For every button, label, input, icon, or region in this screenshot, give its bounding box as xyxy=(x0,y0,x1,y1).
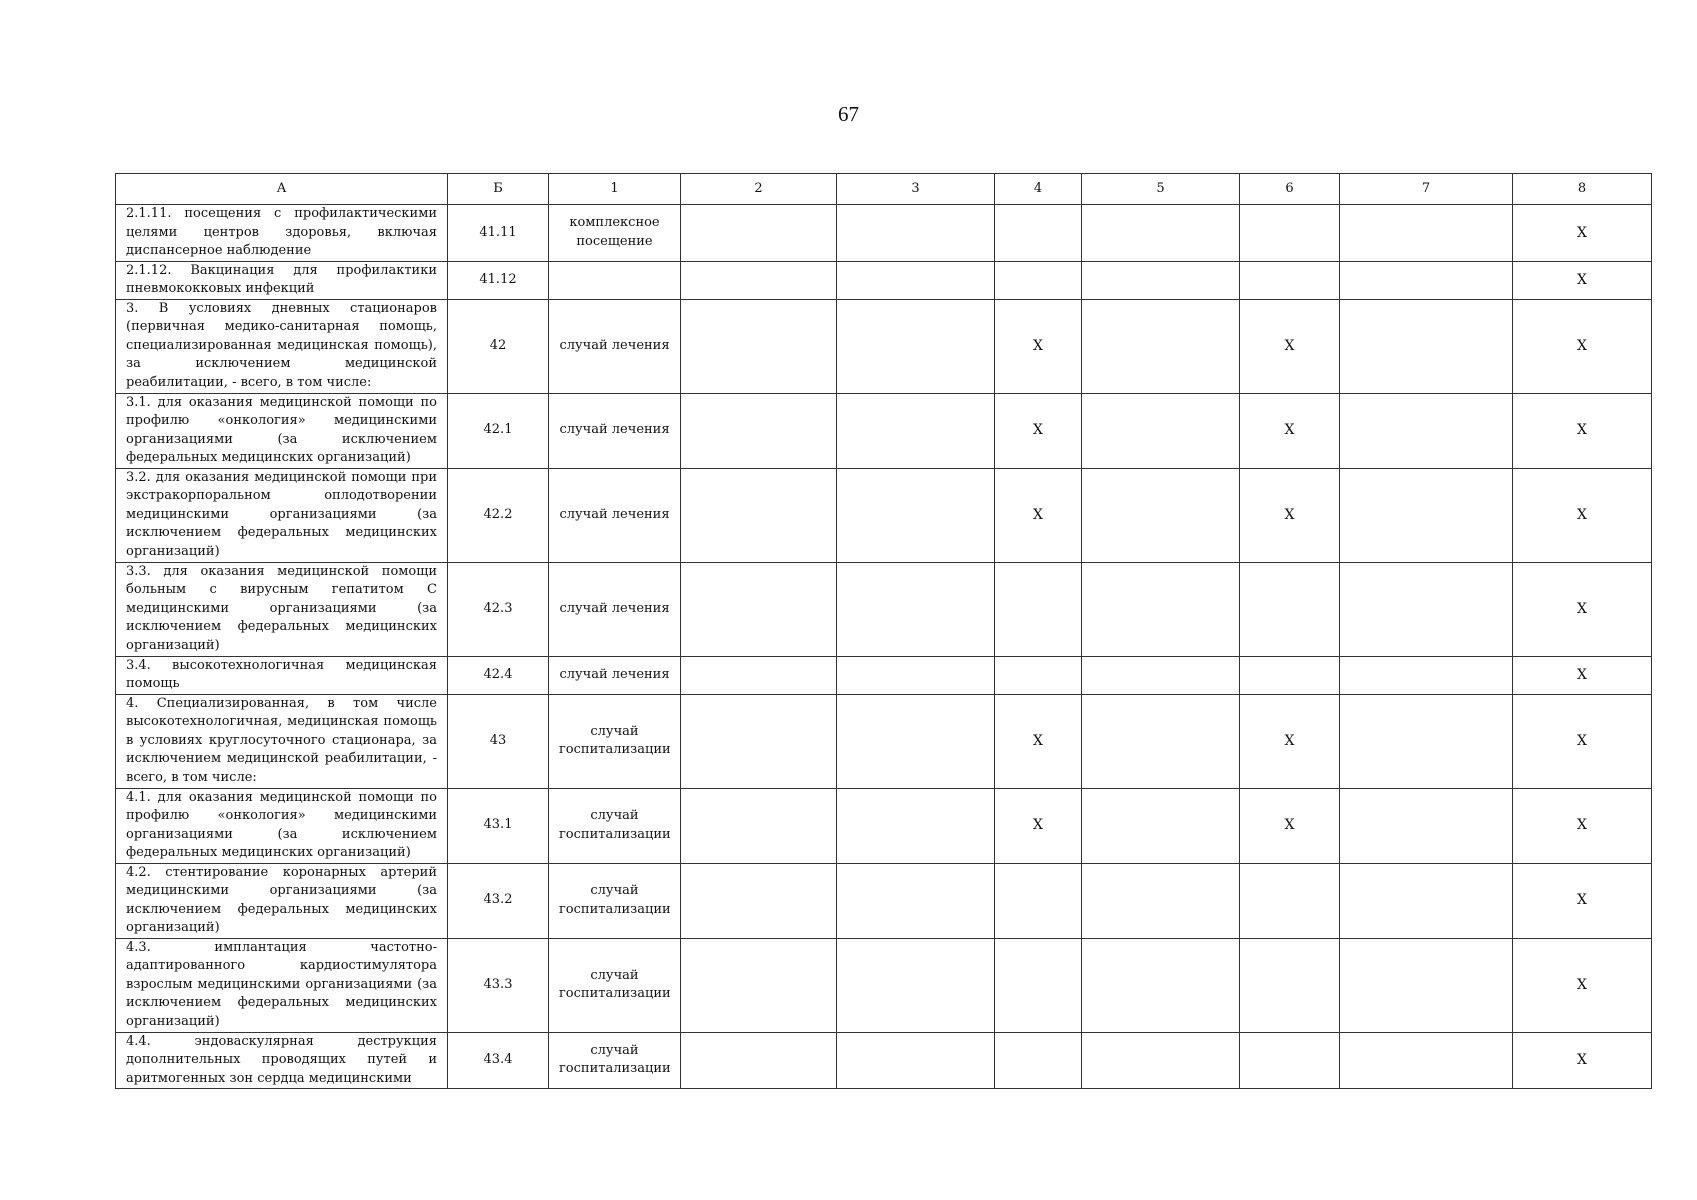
row-unit: случай госпитализации xyxy=(549,938,681,1032)
row-cell-5 xyxy=(1082,205,1240,262)
row-description: 3.1. для оказания медицинской помощи по профилю «онкология» медицинскими организациями (за исключением федеральных медицинских организаций) xyxy=(116,393,448,468)
table-row xyxy=(116,694,1652,788)
row-description xyxy=(116,1032,448,1089)
row-cell-6 xyxy=(1240,205,1340,262)
row-cell-7 xyxy=(1340,261,1513,299)
row-cell-5 xyxy=(1082,863,1240,938)
row-unit: случай лечения xyxy=(549,656,681,694)
header-cell-6: 6 xyxy=(1240,174,1340,205)
row-cell-6 xyxy=(1240,863,1340,938)
row-cell-2 xyxy=(681,863,837,938)
row-cell-4 xyxy=(995,656,1082,694)
row-cell-7 xyxy=(1340,938,1513,1032)
header-cell-8: 8 xyxy=(1513,174,1652,205)
row-cell-4: X xyxy=(995,393,1082,468)
row-unit: случай госпитализации xyxy=(549,863,681,938)
row-description: 3.2. для оказания медицинской помощи при экстракорпоральном оплодотворении медицинскими организациями (за исключением федеральных медицинских организаций) xyxy=(116,468,448,562)
row-cell-3 xyxy=(837,393,995,468)
row-cell-8: X xyxy=(1513,468,1652,562)
row-cell-3 xyxy=(837,468,995,562)
header-cell-2: 2 xyxy=(681,174,837,205)
row-cell-6: X xyxy=(1240,468,1340,562)
row-cell-4 xyxy=(995,863,1082,938)
row-cell-7 xyxy=(1340,788,1513,863)
row-description: 2.1.11. посещения с профилактическими целями центров здоровья, включая диспансерное наблюдение xyxy=(116,205,448,262)
row-unit: случай госпитализации xyxy=(549,1032,681,1089)
row-cell-7 xyxy=(1340,694,1513,788)
table-row xyxy=(116,1032,1652,1089)
row-cell-5 xyxy=(1082,656,1240,694)
row-cell-6 xyxy=(1240,656,1340,694)
row-cell-7 xyxy=(1340,656,1513,694)
row-unit: случай лечения xyxy=(549,562,681,656)
row-unit: случай лечения xyxy=(549,393,681,468)
row-unit: случай госпитализации xyxy=(549,788,681,863)
row-cell-6 xyxy=(1240,938,1340,1032)
header-cell-7: 7 xyxy=(1340,174,1513,205)
row-unit: случай лечения xyxy=(549,468,681,562)
row-cell-6: X xyxy=(1240,694,1340,788)
table-row xyxy=(116,656,1652,694)
table-row xyxy=(116,468,1652,562)
page-number: 67 xyxy=(838,102,859,126)
row-cell-6: X xyxy=(1240,788,1340,863)
row-code: 42.1 xyxy=(448,393,549,468)
data-table xyxy=(115,173,1652,1089)
row-cell-6: X xyxy=(1240,393,1340,468)
row-cell-5 xyxy=(1082,938,1240,1032)
row-cell-8: X xyxy=(1513,1032,1652,1089)
row-description: 4.1. для оказания медицинской помощи по профилю «онкология» медицинскими организациями (за исключением федеральных медицинских организаций) xyxy=(116,788,448,863)
row-cell-7 xyxy=(1340,562,1513,656)
row-cell-2 xyxy=(681,299,837,393)
header-cell-3: 3 xyxy=(837,174,995,205)
row-cell-3 xyxy=(837,788,995,863)
table-row xyxy=(116,261,1652,299)
row-unit: случай лечения xyxy=(549,299,681,393)
row-cell-3 xyxy=(837,205,995,262)
row-cell-6: X xyxy=(1240,299,1340,393)
table-row xyxy=(116,205,1652,262)
row-code: 42 xyxy=(448,299,549,393)
row-code: 42.2 xyxy=(448,468,549,562)
row-cell-8: X xyxy=(1513,656,1652,694)
row-cell-3 xyxy=(837,1032,995,1089)
table-row xyxy=(116,562,1652,656)
row-cell-8: X xyxy=(1513,562,1652,656)
row-cell-8: X xyxy=(1513,299,1652,393)
row-description: 4.3. имплантация частотно-адаптированного кардиостимулятора взрослым медицинскими организациями (за исключением федеральных медицинских организаций) xyxy=(116,938,448,1032)
table-row xyxy=(116,938,1652,1032)
row-cell-8: X xyxy=(1513,205,1652,262)
row-code: 42.3 xyxy=(448,562,549,656)
header-cell-4: 4 xyxy=(995,174,1082,205)
row-cell-6 xyxy=(1240,261,1340,299)
row-description-text: 4.4. эндоваскулярная деструкция дополнительных проводящих путей и аритмогенных зон сердца медицинскими xyxy=(126,1033,437,1086)
row-cell-3 xyxy=(837,299,995,393)
row-code: 42.4 xyxy=(448,656,549,694)
row-cell-4 xyxy=(995,1032,1082,1089)
row-cell-5 xyxy=(1082,261,1240,299)
row-cell-2 xyxy=(681,788,837,863)
row-cell-2 xyxy=(681,205,837,262)
row-cell-3 xyxy=(837,656,995,694)
row-cell-5 xyxy=(1082,694,1240,788)
row-unit xyxy=(549,261,681,299)
row-cell-2 xyxy=(681,938,837,1032)
row-cell-6 xyxy=(1240,1032,1340,1089)
table-row xyxy=(116,788,1652,863)
row-cell-5 xyxy=(1082,1032,1240,1089)
row-description: 4. Специализированная, в том числе высокотехнологичная, медицинская помощь в условиях круглосуточного стационара, за исключением медицинской реабилитации, - всего, в том числе: xyxy=(116,694,448,788)
header-cell-1: 1 xyxy=(549,174,681,205)
header-cell-b: Б xyxy=(448,174,549,205)
row-cell-3 xyxy=(837,938,995,1032)
header-cell-5: 5 xyxy=(1082,174,1240,205)
row-cell-2 xyxy=(681,694,837,788)
table-row xyxy=(116,863,1652,938)
row-unit: комплексное посещение xyxy=(549,205,681,262)
row-cell-4: X xyxy=(995,299,1082,393)
row-cell-5 xyxy=(1082,562,1240,656)
row-cell-2 xyxy=(681,468,837,562)
row-cell-4: X xyxy=(995,468,1082,562)
row-cell-7 xyxy=(1340,299,1513,393)
row-code: 41.11 xyxy=(448,205,549,262)
row-code: 41.12 xyxy=(448,261,549,299)
header-cell-a: А xyxy=(116,174,448,205)
row-cell-2 xyxy=(681,562,837,656)
row-description: 4.2. стентирование коронарных артерий медицинскими организациями (за исключением федеральных медицинских организаций) xyxy=(116,863,448,938)
row-cell-3 xyxy=(837,694,995,788)
row-cell-7 xyxy=(1340,468,1513,562)
row-cell-7 xyxy=(1340,1032,1513,1089)
row-cell-2 xyxy=(681,261,837,299)
row-cell-4: X xyxy=(995,788,1082,863)
row-unit: случай госпитализации xyxy=(549,694,681,788)
row-cell-2 xyxy=(681,656,837,694)
row-cell-8: X xyxy=(1513,788,1652,863)
row-cell-4 xyxy=(995,205,1082,262)
row-description: 3.4. высокотехнологичная медицинская помощь xyxy=(116,656,448,694)
table-row xyxy=(116,393,1652,468)
row-cell-8: X xyxy=(1513,261,1652,299)
row-cell-8: X xyxy=(1513,694,1652,788)
row-cell-3 xyxy=(837,261,995,299)
row-cell-5 xyxy=(1082,788,1240,863)
row-code: 43.2 xyxy=(448,863,549,938)
row-description: 3.3. для оказания медицинской помощи больным с вирусным гепатитом С медицинскими организациями (за исключением федеральных медицинских организаций) xyxy=(116,562,448,656)
row-cell-4: X xyxy=(995,694,1082,788)
row-cell-7 xyxy=(1340,863,1513,938)
row-cell-8: X xyxy=(1513,863,1652,938)
row-cell-3 xyxy=(837,562,995,656)
row-code: 43.1 xyxy=(448,788,549,863)
row-cell-8: X xyxy=(1513,938,1652,1032)
row-description: 3. В условиях дневных стационаров (первичная медико-санитарная помощь, специализированная медицинская помощь), за исключением медицинской реабилитации, - всего, в том числе: xyxy=(116,299,448,393)
row-cell-5 xyxy=(1082,299,1240,393)
row-cell-2 xyxy=(681,1032,837,1089)
row-code: 43 xyxy=(448,694,549,788)
row-cell-2 xyxy=(681,393,837,468)
row-cell-3 xyxy=(837,863,995,938)
row-cell-4 xyxy=(995,938,1082,1032)
row-description: 2.1.12. Вакцинация для профилактики пневмококковых инфекций xyxy=(116,261,448,299)
row-cell-4 xyxy=(995,562,1082,656)
row-code: 43.3 xyxy=(448,938,549,1032)
row-cell-6 xyxy=(1240,562,1340,656)
row-cell-7 xyxy=(1340,205,1513,262)
row-cell-5 xyxy=(1082,393,1240,468)
header-row xyxy=(116,174,1652,205)
row-cell-8: X xyxy=(1513,393,1652,468)
row-cell-4 xyxy=(995,261,1082,299)
table-row xyxy=(116,299,1652,393)
row-cell-5 xyxy=(1082,468,1240,562)
row-cell-7 xyxy=(1340,393,1513,468)
row-code: 43.4 xyxy=(448,1032,549,1089)
